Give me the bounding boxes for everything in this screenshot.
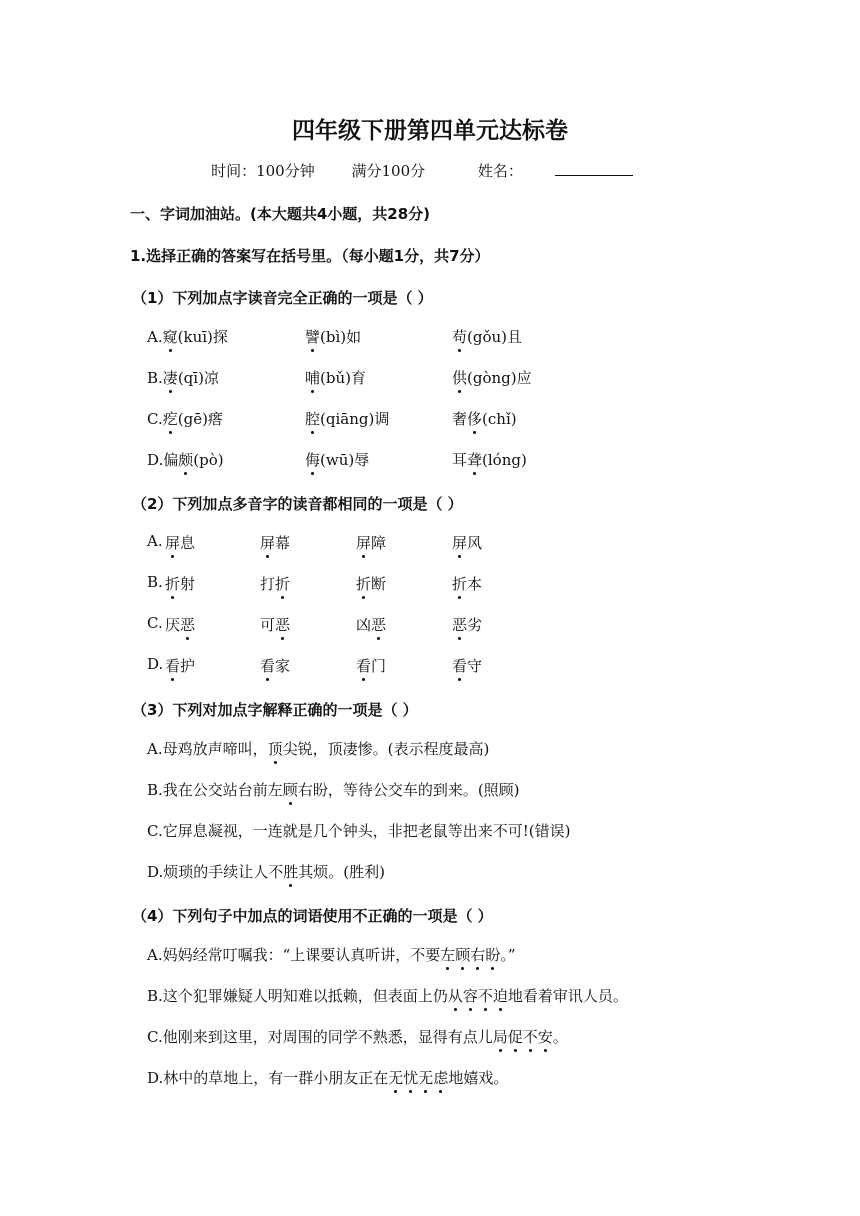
time-limit: 时间：100分钟 [211, 162, 315, 180]
sub1-heading: （1）下列加点字读音完全正确的一项是（ ） [132, 289, 433, 307]
sub2-word: 屏障 [356, 534, 387, 552]
sub1-option-item: 哺(bǔ)育 [305, 369, 366, 387]
sub2-option-label: D. [147, 655, 164, 673]
sub2-word: 看门 [356, 657, 387, 675]
sub2-word: 恶劣 [452, 616, 483, 634]
sub2-word: 折断 [356, 575, 387, 593]
sub3-option-b: B.我在公交站台前左顾右盼，等待公交车的到来。(照顾) [147, 781, 520, 799]
sub3-option-c: C.它屏息凝视，一连就是几个钟头，非把老鼠等出来不可!(错误) [147, 822, 571, 840]
sub2-option-label: C. [147, 614, 163, 632]
sub2-word: 屏风 [452, 534, 483, 552]
sub4-option-d: D.林中的草地上，有一群小朋友正在无忧无虑地嬉戏。 [147, 1069, 509, 1087]
sub2-word: 折本 [452, 575, 483, 593]
sub4-option-b: B.这个犯罪嫌疑人明知难以抵赖，但表面上仍从容不迫地看着审讯人员。 [147, 987, 628, 1005]
sub1-option-item: A.窥(kuī)探 [147, 328, 228, 346]
sub1-option-item: 腔(qiāng)调 [305, 410, 390, 428]
name-blank[interactable] [555, 161, 633, 176]
sub1-option-item: D.偏颇(pò) [147, 451, 224, 469]
name-field [462, 160, 649, 181]
sub2-option-label: B. [147, 573, 163, 591]
sub4-option-c: C.他刚来到这里，对周围的同学不熟悉，显得有点儿局促不安。 [147, 1028, 568, 1046]
sub1-option-item: 譬(bì)如 [305, 328, 362, 346]
sub1-option-item: 苟(gǒu)且 [452, 328, 523, 346]
sub2-word: 可恶 [260, 616, 291, 634]
sub4-heading: （4）下列句子中加点的词语使用不正确的一项是（ ） [132, 907, 493, 925]
sub1-option-item: 奢侈(chǐ) [452, 410, 517, 428]
sub3-heading: （3）下列对加点字解释正确的一项是（ ） [132, 701, 418, 719]
sub1-option-item: 耳聋(lóng) [452, 451, 527, 469]
sub2-option-label: A. [147, 532, 163, 550]
sub2-word: 折射 [165, 575, 196, 593]
sub1-option-item: C.疙(gē)瘩 [147, 410, 223, 428]
section-heading: 一、字词加油站。(本大题共4小题，共28分) [130, 205, 431, 223]
sub2-heading: （2）下列加点多音字的读音都相同的一项是（ ） [132, 495, 463, 513]
sub3-option-d: D.烦琐的手续让人不胜其烦。(胜利) [147, 863, 385, 881]
sub2-word: 看护 [165, 657, 196, 675]
sub3-option-a: A.母鸡放声啼叫，顶尖锐，顶凄惨。(表示程度最高) [147, 740, 490, 758]
sub2-word: 打折 [260, 575, 291, 593]
sub1-option-item: B.凄(qī)凉 [147, 369, 219, 387]
sub2-word: 屏幕 [260, 534, 291, 552]
question-1-heading: 1.选择正确的答案写在括号里。（每小题1分，共7分） [130, 247, 490, 265]
exam-meta [0, 160, 860, 181]
sub2-word: 看守 [452, 657, 483, 675]
sub4-option-a: A.妈妈经常叮嘱我：“上课要认真听讲，不要左顾右盼。” [147, 946, 516, 964]
sub1-option-item: 供(gòng)应 [452, 369, 532, 387]
full-score: 满分100分 [351, 162, 426, 180]
sub2-word: 厌恶 [165, 616, 196, 634]
page-title: 四年级下册第四单元达标卷 [292, 118, 568, 144]
sub1-option-item: 侮(wū)辱 [305, 451, 370, 469]
sub2-word: 看家 [260, 657, 291, 675]
sub2-word: 屏息 [165, 534, 196, 552]
name-label: 姓名： [477, 162, 523, 180]
sub2-word: 凶恶 [356, 616, 387, 634]
